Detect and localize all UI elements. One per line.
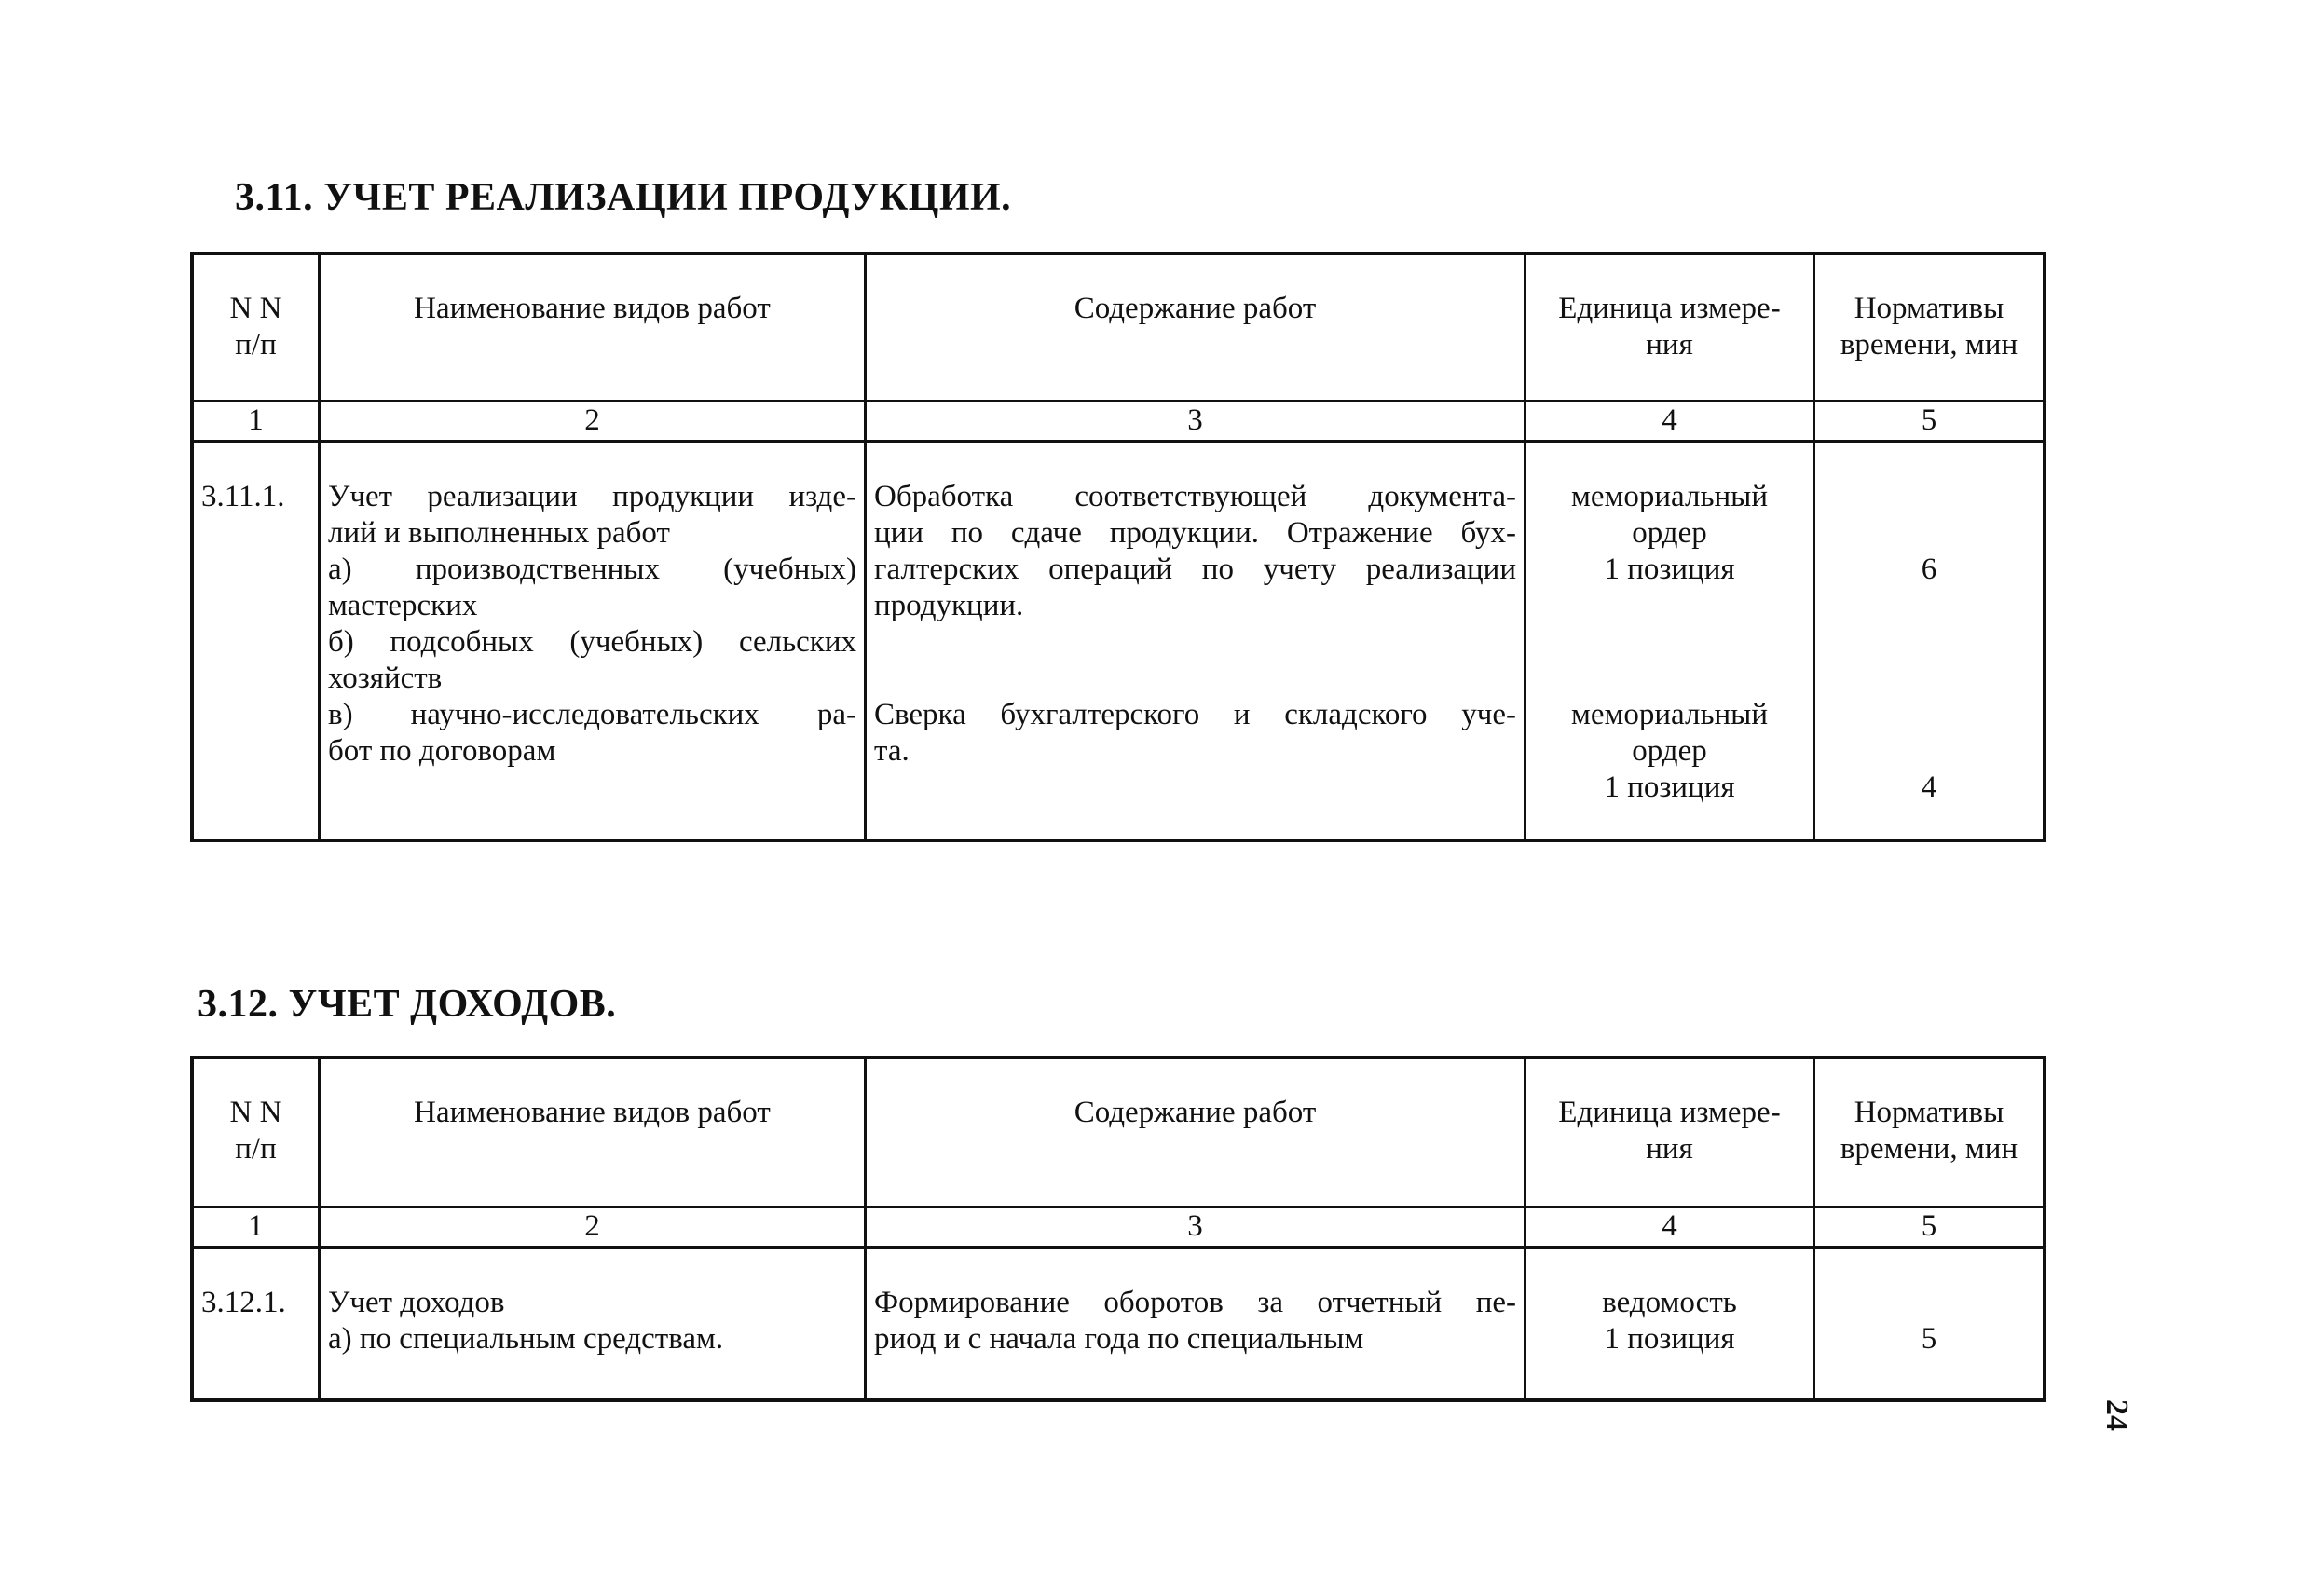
header-work-content: Содержание работ (867, 255, 1526, 402)
work-name-cell: Учет доходов а) по специальным средствам. (321, 1249, 867, 1398)
section-heading-3-12: 3.12. УЧЕТ ДОХОДОВ. (198, 983, 617, 1026)
column-number: 1 (194, 1208, 321, 1249)
work-content-cell: Обработка соответствующей документа- ции по сдаче продукции. Отражение бух- галтерских операций по учету реализации продукции. Сверка бухгалтерского и складского уче- та. (867, 443, 1526, 839)
header-unit: Единица измере- ния (1526, 255, 1815, 402)
unit-cell: мемориальный ордер 1 позиция мемориальный ордер 1 позиция (1526, 443, 1815, 839)
column-number: 4 (1526, 402, 1815, 443)
header-work-name: Наименование видов работ (321, 1059, 867, 1208)
unit-cell: ведомость 1 позиция (1526, 1249, 1815, 1398)
header-unit: Единица измере- ния (1526, 1059, 1815, 1208)
column-number: 5 (1815, 402, 2043, 443)
column-number: 3 (867, 1208, 1526, 1249)
header-number: N N п/п (194, 255, 321, 402)
column-number: 2 (321, 402, 867, 443)
header-work-content: Содержание работ (867, 1059, 1526, 1208)
column-number: 3 (867, 402, 1526, 443)
column-number: 5 (1815, 1208, 2043, 1249)
section-heading-3-11: 3.11. УЧЕТ РЕАЛИЗАЦИИ ПРОДУКЦИИ. (235, 176, 1012, 219)
norm-cell: 5 (1921, 1322, 1937, 1356)
norm-cell: 6 4 (1921, 552, 1937, 804)
header-number: N N п/п (194, 1059, 321, 1208)
work-name-cell: Учет реализации продукции изде- лий и выполненных работ а) производственных (учебных) мастерских б) подсобных (учебных) сельских хозяйств в) научно-исследовательских ра- бот по договорам (321, 443, 867, 839)
table-3-11 (190, 252, 2046, 842)
header-norm: Нормативы времени, мин (1815, 255, 2043, 402)
header-norm: Нормативы времени, мин (1815, 1059, 2043, 1208)
page-number: 24 (2100, 1399, 2134, 1431)
row-number: 3.11.1. (194, 443, 321, 839)
row-number: 3.12.1. (194, 1249, 321, 1398)
table-3-12 (190, 1056, 2046, 1402)
column-number: 1 (194, 402, 321, 443)
column-number: 2 (321, 1208, 867, 1249)
work-content-cell: Формирование оборотов за отчетный пе- риод и с начала года по специальным (867, 1249, 1526, 1398)
header-work-name: Наименование видов работ (321, 255, 867, 402)
column-number: 4 (1526, 1208, 1815, 1249)
